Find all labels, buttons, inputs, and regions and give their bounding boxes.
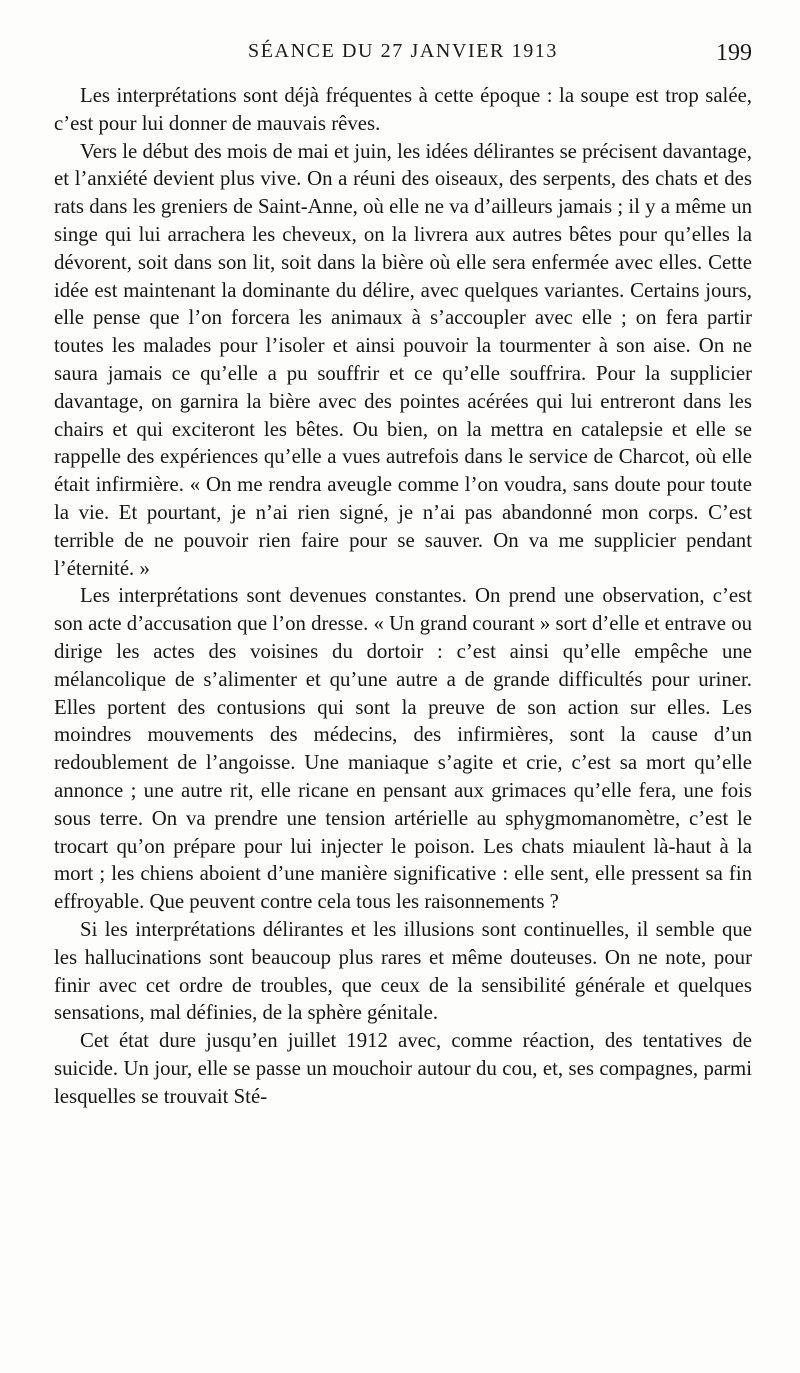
paragraph-4: Si les interprétations délirantes et les illusions sont continuelles, il semble que les hallucinations sont beaucoup plus rares et même douteuses. On ne note, pour finir avec cet ordre de troubles, que ceux de la sensibilité générale et quelques sensations, mal définies, de la sphère génitale. — [54, 917, 752, 1025]
running-head: SÉANCE DU 27 JANVIER 1913 — [248, 40, 558, 62]
paragraph-2: Vers le début des mois de mai et juin, les idées délirantes se précisent davantage, et l’anxiété devient plus vive. On a réuni des oiseaux, des serpents, des chats et des rats dans les greniers de Saint-Anne, où elle ne va d’ailleurs jamais ; il y a même un singe qui lui arrachera les cheveux, on la livrera aux autres bêtes pour qu’elles la dévorent, soit dans son lit, soit dans la bière où elle sera enfermée avec elles. Cette idée est maintenant la dominante du délire, avec quelques variantes. Certains jours, elle pense que l’on forcera les animaux à s’accoupler avec elle ; on fera partir toutes les malades pour l’isoler et ainsi pouvoir la tourmenter à son aise. On ne saura jamais ce qu’elle a pu souffrir et ce qu’elle souffrira. Pour la supplicier davantage, on garnira la bière avec des pointes acérées qui lui entreront dans les chairs et qui exciteront les bêtes. Ou bien, on la mettra en catalepsie et elle se rappelle des expériences qu’elle a vues autrefois dans le service de Charcot, où elle était infirmière. « On me rendra aveugle comme l’on voudra, sans doute pour toute la vie. Et pourtant, je n’ai rien signé, je n’ai pas abandonné mon corps. C’est terrible de ne pouvoir rien faire pour se sauver. On va me supplicier pendant l’éternité. » — [54, 139, 752, 580]
paragraph-3: Les interprétations sont devenues constantes. On prend une observation, c’est son acte d’accusation que l’on dresse. « Un grand courant » sort d’elle et entrave ou dirige les actes des voisines du dortoir : c’est ainsi qu’elle empêche une mélancolique de s’alimenter et qu’une autre a de grande difficultés pour uriner. Elles portent des contusions qui sont la preuve de son action sur elles. Les moindres mouvements des médecins, des infirmières, sont la cause d’un redoublement de l’angoisse. Une maniaque s’agite et crie, c’est sa mort qu’elle annonce ; une autre rit, elle ricane en pensant aux grimaces qu’elle fera, une fois sous terre. On va prendre une tension artérielle au sphygmomanomètre, c’est le trocart qu’on prépare pour lui injecter le poison. Les chats miaulent là-haut à la mort ; les chiens aboient d’une manière significative : elle sent, elle pressent sa fin effroyable. Que peuvent contre cela tous les raisonnements ? — [54, 584, 752, 914]
body-text — [54, 82, 752, 1110]
page-number: 199 — [716, 40, 752, 66]
page-header — [54, 40, 752, 80]
paragraph-5: Cet état dure jusqu’en juillet 1912 avec, comme réaction, des tentatives de suicide. Un jour, elle se passe un mouchoir autour du cou, et, ses compagnes, parmi lesquelles se trouvait Sté- — [54, 1029, 752, 1108]
paragraph-1: Les interprétations sont déjà fréquentes à cette époque : la soupe est trop salée, c’est pour lui donner de mauvais rêves. — [54, 84, 752, 135]
